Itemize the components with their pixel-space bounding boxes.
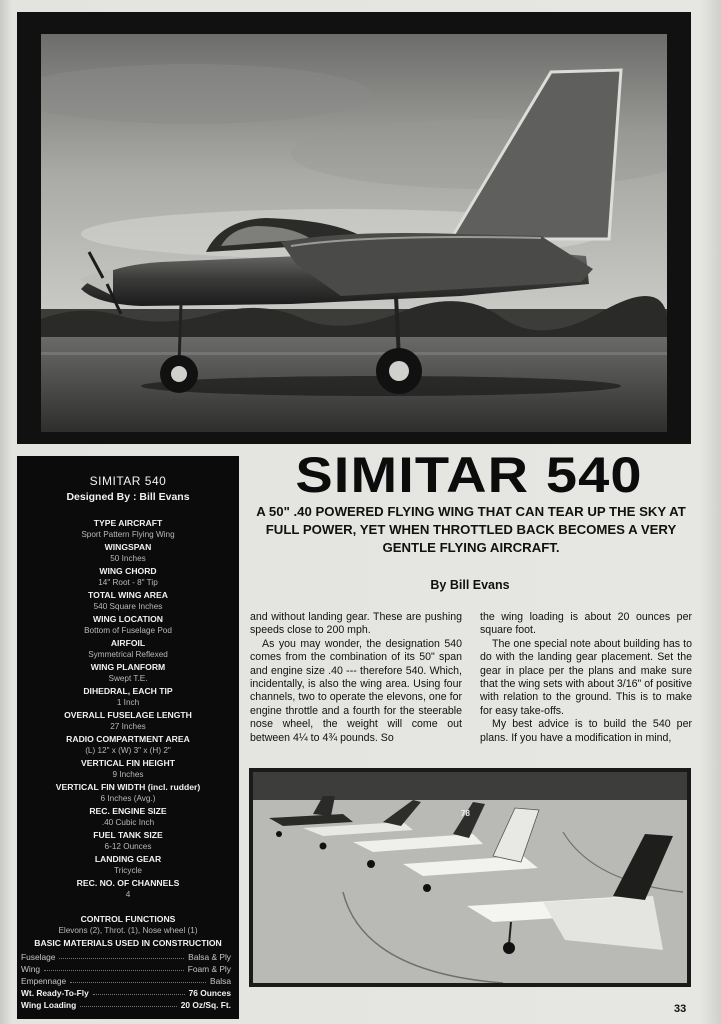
article-subtitle: A 50" .40 POWERED FLYING WING THAT CAN TEAR UP THE SKY AT FULL POWER, YET WHEN THROTTLED BACK BECOMES A VERY GENTLE FLYING AIRCRAFT. bbox=[256, 504, 686, 555]
spec-item bbox=[17, 613, 239, 637]
material-part: Wing Loading bbox=[21, 1000, 77, 1010]
material-value: Balsa & Ply bbox=[188, 952, 231, 962]
spec-item bbox=[17, 517, 239, 541]
spec-value: 27 Inches bbox=[110, 722, 146, 731]
spec-item bbox=[17, 853, 239, 877]
spec-label: VERTICAL FIN HEIGHT bbox=[81, 758, 175, 768]
spec-value: Elevons (2), Throt. (1), Nose wheel (1) bbox=[58, 926, 198, 935]
aircraft-photo bbox=[41, 34, 667, 432]
spec-item bbox=[17, 709, 239, 733]
specs-designer: Designed By : Bill Evans bbox=[66, 491, 190, 503]
dot-leader bbox=[93, 987, 185, 995]
spec-label: TOTAL WING AREA bbox=[88, 590, 168, 600]
spec-value: Swept T.E. bbox=[108, 674, 148, 683]
spec-value: 50 Inches bbox=[110, 554, 146, 563]
material-part: Empennage bbox=[21, 976, 67, 986]
spec-label: REC. ENGINE SIZE bbox=[89, 806, 167, 816]
spec-label: WING CHORD bbox=[99, 566, 157, 576]
body-paragraph: My best advice is to build the 540 per plans. If you have a modification in mind, bbox=[480, 718, 692, 744]
spec-value: 540 Square Inches bbox=[93, 602, 163, 611]
spec-value: 6 Inches (Avg.) bbox=[100, 794, 156, 803]
spec-label: OVERALL FUSELAGE LENGTH bbox=[64, 710, 192, 720]
secondary-photo-frame bbox=[249, 768, 691, 987]
spec-label: CONTROL FUNCTIONS bbox=[80, 914, 176, 924]
spec-value: Symmetrical Reflexed bbox=[88, 650, 168, 659]
spec-value: 6-12 Ounces bbox=[104, 842, 152, 851]
spec-label: BASIC MATERIALS USED IN CONSTRUCTION bbox=[34, 938, 222, 948]
dot-leader bbox=[80, 999, 176, 1007]
spec-value: .40 Cubic Inch bbox=[101, 818, 155, 827]
material-value: Balsa bbox=[210, 976, 231, 986]
spec-value: 9 Inches bbox=[112, 770, 144, 779]
spec-item bbox=[17, 937, 239, 949]
material-value: Foam & Ply bbox=[187, 964, 231, 974]
spec-item bbox=[17, 661, 239, 685]
dot-leader bbox=[59, 951, 184, 959]
body-paragraph: the wing loading is about 20 ounces per square foot. bbox=[480, 611, 692, 637]
spec-value: (L) 12" x (W) 3" x (H) 2" bbox=[85, 746, 171, 755]
material-row bbox=[17, 999, 239, 1011]
spec-item bbox=[17, 781, 239, 805]
spec-label: VERTICAL FIN WIDTH (incl. rudder) bbox=[55, 782, 201, 792]
material-row bbox=[17, 987, 239, 999]
spec-value: 1 Inch bbox=[116, 698, 140, 707]
body-paragraph: and without landing gear. These are pushing speeds close to 200 mph. bbox=[250, 611, 462, 637]
specifications-box bbox=[17, 456, 239, 1019]
spec-item bbox=[17, 565, 239, 589]
spec-value: Sport Pattern Flying Wing bbox=[81, 530, 175, 539]
material-part: Wt. Ready-To-Fly bbox=[21, 988, 89, 998]
spec-item bbox=[17, 757, 239, 781]
material-row bbox=[17, 975, 239, 987]
article-title: SIMITAR 540 bbox=[295, 447, 643, 503]
spec-label: WINGSPAN bbox=[104, 542, 152, 552]
aircraft-lineup-illustration bbox=[253, 772, 687, 983]
spec-label: WING LOCATION bbox=[92, 614, 163, 624]
spec-item bbox=[17, 589, 239, 613]
spec-label: RADIO COMPARTMENT AREA bbox=[66, 734, 190, 744]
spec-label: REC. NO. OF CHANNELS bbox=[76, 878, 180, 888]
dot-leader bbox=[70, 975, 206, 983]
page-number: 33 bbox=[674, 1003, 687, 1015]
spec-value: 4 bbox=[125, 890, 131, 899]
material-value: 76 Ounces bbox=[188, 988, 231, 998]
materials-list bbox=[17, 951, 239, 1011]
material-row bbox=[17, 951, 239, 963]
main-photo-frame bbox=[17, 12, 691, 444]
spec-label: FUEL TANK SIZE bbox=[93, 830, 163, 840]
specs-list bbox=[17, 517, 239, 949]
spec-item bbox=[17, 541, 239, 565]
body-paragraph: As you may wonder, the designation 540 comes from the combination of its 50" span and engine size .40 --- therefore 540. Which, incidentally, is also the wing area. Using four channels, two to operate the elevons, one for engine throttle and a fourth for the steerable nose wheel, the weight will come out between 4¼ to 4¾ pounds. So bbox=[250, 637, 462, 744]
material-row bbox=[17, 963, 239, 975]
spec-value: Tricycle bbox=[114, 866, 142, 875]
spec-item bbox=[17, 733, 239, 757]
material-part: Fuselage bbox=[21, 952, 56, 962]
material-value: 20 Oz/Sq. Ft. bbox=[180, 1000, 231, 1010]
spec-item bbox=[17, 805, 239, 829]
spec-item bbox=[17, 829, 239, 853]
spec-value: Bottom of Fuselage Pod bbox=[84, 626, 172, 635]
tail-number-badge: 78 bbox=[461, 809, 470, 818]
spec-value: 14" Root - 8" Tip bbox=[98, 578, 158, 587]
specs-heading: SIMITAR 540 bbox=[89, 474, 167, 488]
body-paragraph: The one special note about building has to do with the landing gear placement. Set the gear in place per the plans and make sure that the wing sets with about 3/16" of positive with relation to the ground. This is to make for easy take-offs. bbox=[480, 637, 692, 717]
spec-label: AIRFOIL bbox=[110, 638, 146, 648]
spec-item bbox=[17, 877, 239, 901]
spec-label: LANDING GEAR bbox=[94, 854, 162, 864]
body-column-1 bbox=[250, 611, 462, 745]
spec-label: DIHEDRAL, EACH TIP bbox=[83, 686, 173, 696]
spec-item bbox=[17, 913, 239, 937]
aircraft-lineup-photo bbox=[253, 772, 687, 983]
spec-label: WING PLANFORM bbox=[90, 662, 166, 672]
spec-label: TYPE AIRCRAFT bbox=[93, 518, 163, 528]
spec-item bbox=[17, 685, 239, 709]
body-column-2 bbox=[480, 611, 692, 745]
article-byline: By Bill Evans bbox=[430, 578, 510, 592]
material-part: Wing bbox=[21, 964, 41, 974]
aircraft-photo-illustration bbox=[41, 34, 667, 432]
spec-item bbox=[17, 637, 239, 661]
dot-leader bbox=[44, 963, 184, 971]
